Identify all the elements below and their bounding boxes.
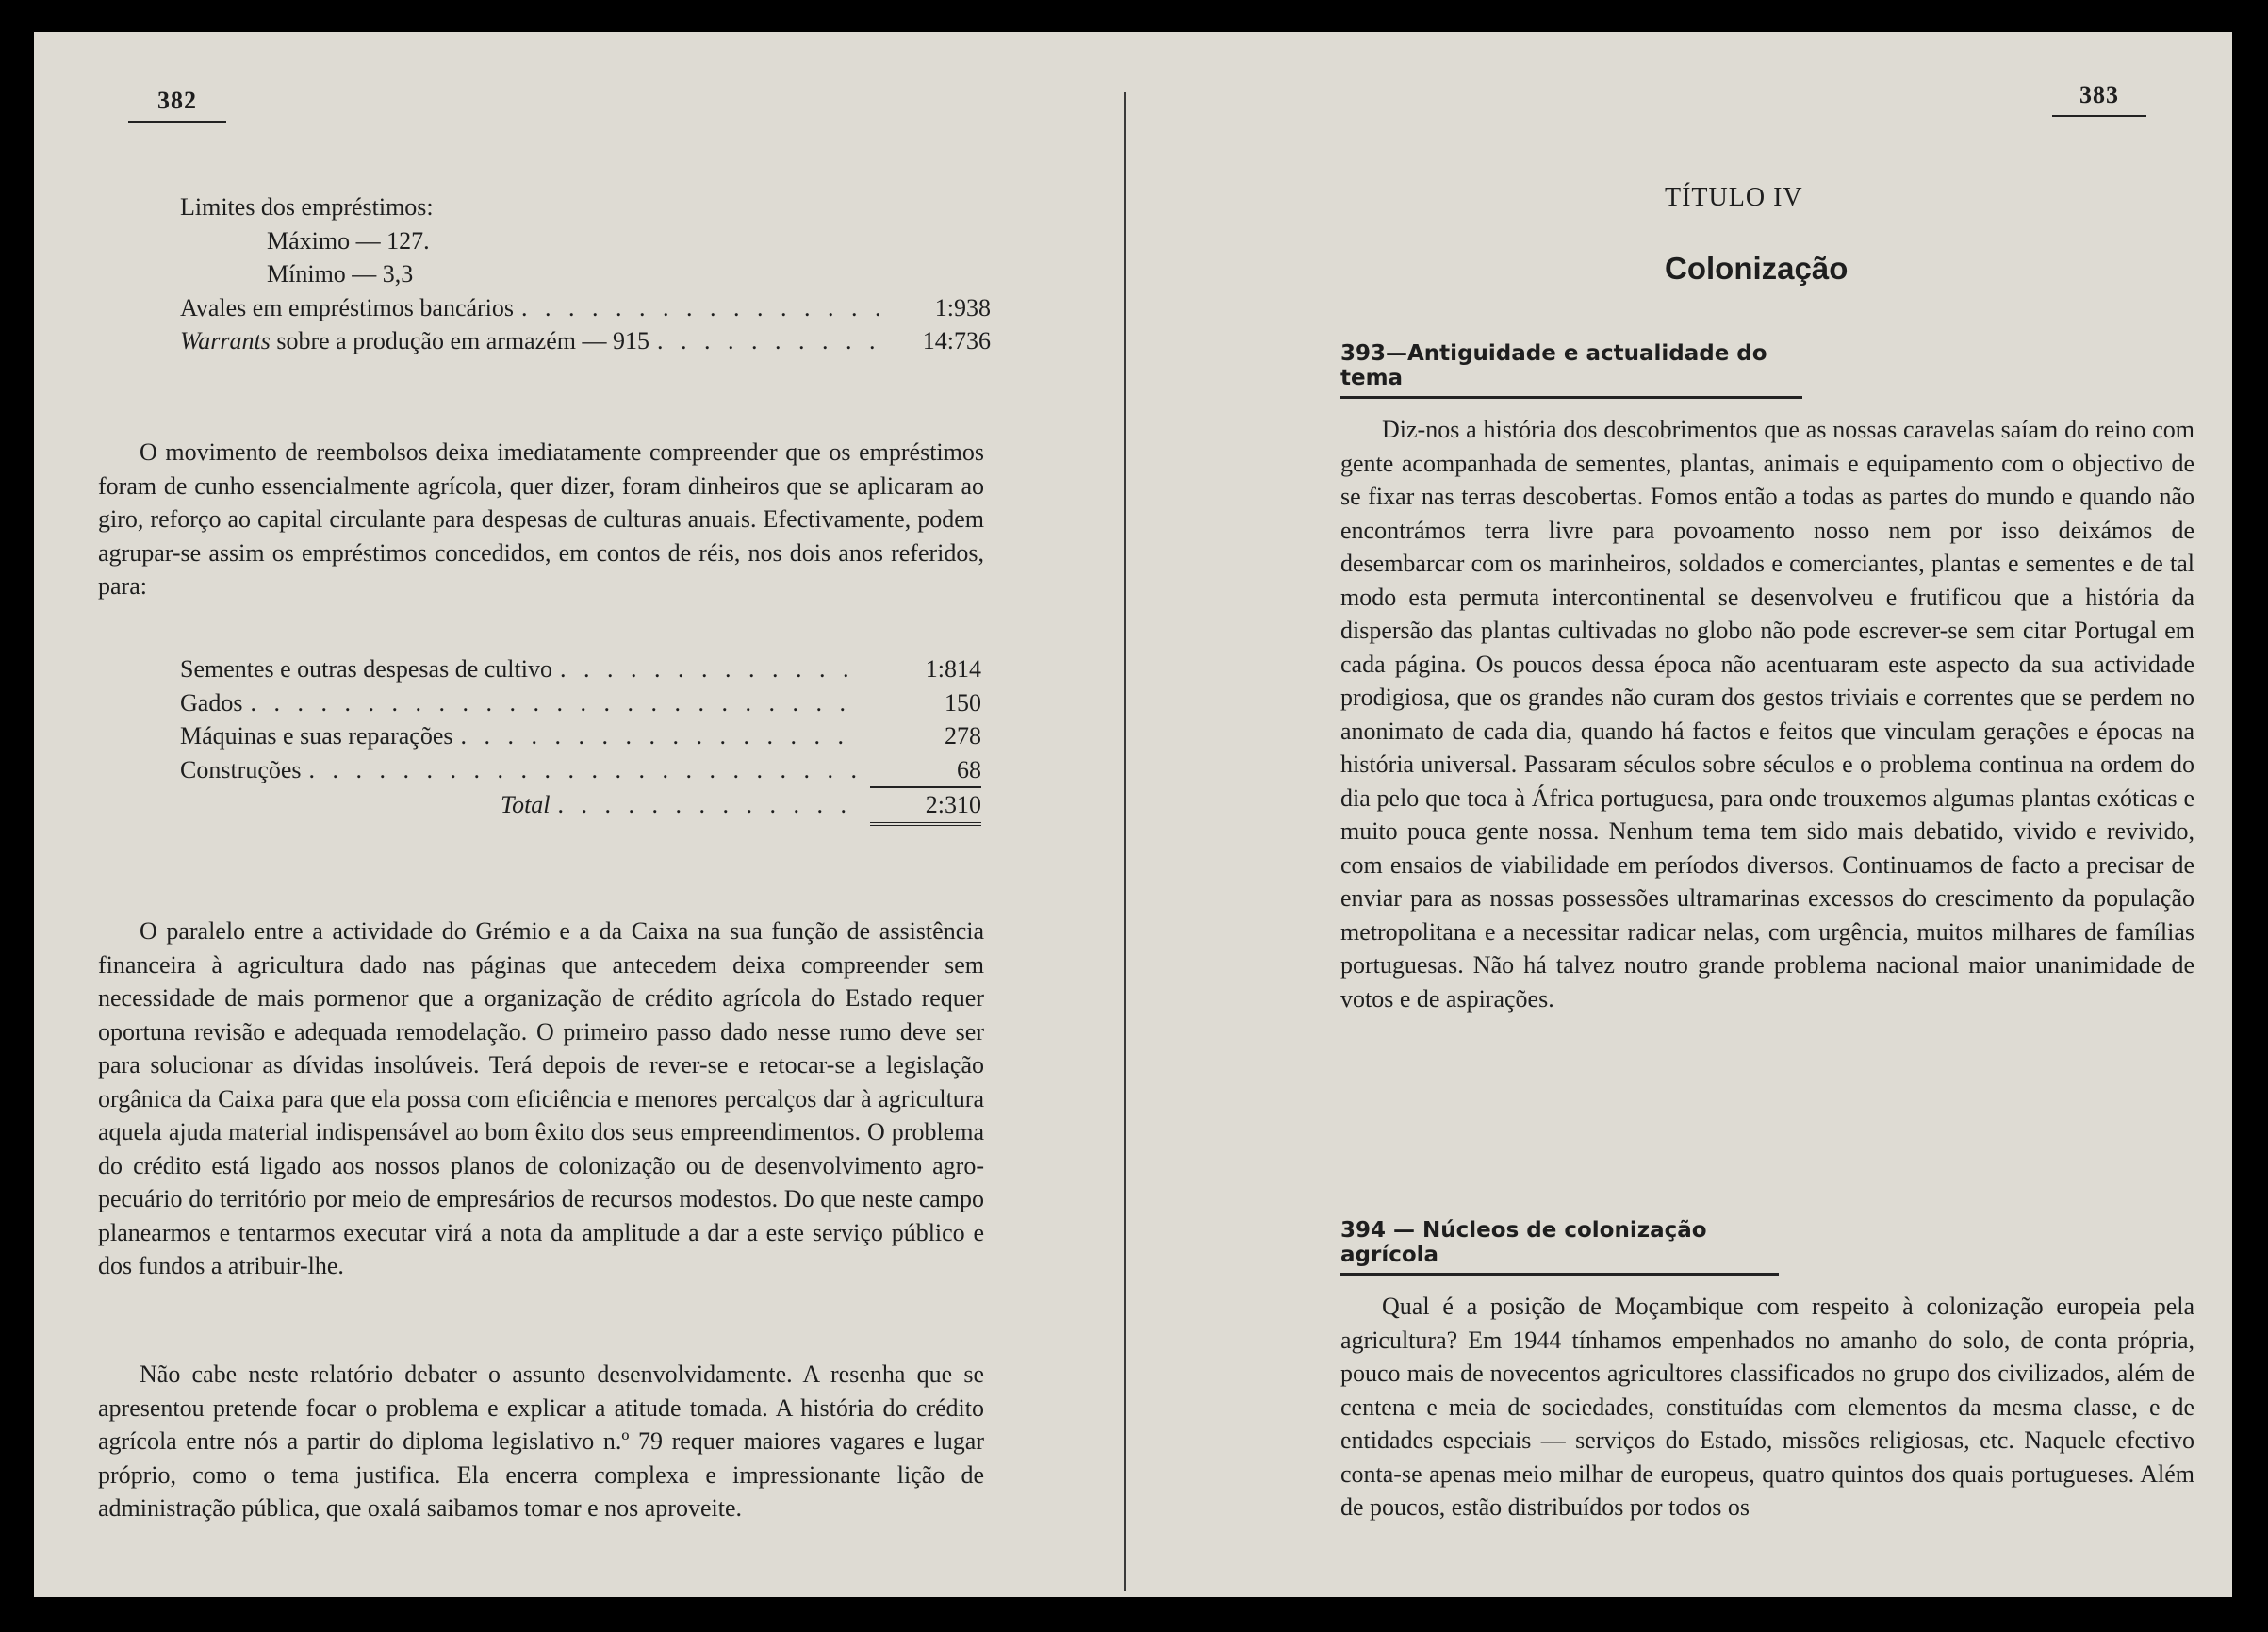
table-row [180,753,981,787]
warrants-row [180,324,991,358]
table-row [180,652,981,686]
chapter-title: Colonização [1665,251,1849,286]
table-total-row [180,786,981,826]
avales-label: Avales em empréstimos bancários [180,293,515,321]
table-row-value: 68 [957,755,981,783]
warrants-label-wrap [180,324,649,358]
loan-purpose-table [180,652,981,826]
loan-limits-block [180,190,991,358]
page-number-left: 382 [128,87,226,123]
limits-heading: Limites dos empréstimos: [180,193,434,221]
limits-minimum: Mínimo — 3,3 [267,260,414,288]
warrants-value: 14:736 [922,327,991,354]
book-spread [34,32,2232,1597]
table-row-label: Sementes e outras despesas de cultivo [180,655,552,683]
table-total-value: 2:310 [870,786,981,826]
limits-maximum: Máximo — 127. [267,226,430,255]
leader-dots [657,324,879,358]
table-row-label: Construções [180,755,302,783]
section-393-heading: 393—Antiguidade e actualidade do tema [1340,341,1802,399]
page-number-right: 383 [2052,81,2146,117]
leader-dots [309,753,863,787]
table-row [180,686,981,720]
avales-row [180,291,991,325]
table-row-value: 150 [945,688,981,717]
paragraph-credit-history: Não cabe neste relatório debater o assunto desenvolvidamente. A resenha que se apresentou pretende focar o problema e explicar a atitude tomada. A história do crédito agrícola entre nós a partir do diploma legislativo n.º 79 requer maiores vagares e lugar próprio, como o tema justifica. Ela encerra complexa e impressionante lição de administração pública, que oxalá saibamos tomar e nos aproveite. [98,1360,984,1522]
leader-dots [560,652,863,686]
section-393-text: Diz-nos a história dos descobrimentos que as nossas caravelas saíam do reino com gente acompanhada de sementes, plantas, animais e equipamento com o objectivo de se fixar nas terras descobertas. Fomos então a todas as partes do mundo e quando não encontrámos terra livre para povoamento nosso nem por isso deixámos de desembarcar com os marinheiros, soldados e comerciantes, plantas e sementes e de tal modo esta permuta intercontinental se desenvolveu e frutificou que a história da dispersão das plantas cultivadas no globo não pode escrever-se sem citar Portugal em cada página. Os poucos dessa época não acentuaram este aspecto da sua actividade prodigiosa, que os grandes não curam dos gestos triviais e correntes que se perdem no anonimato de cada dia, quando há factos e feitos que vinculam gerações e épocas na história universal. Passaram séculos sobre séculos e o problema continua na ordem do dia pelo que toca à África portuguesa, para onde trouxemos algumas plantas exóticas e muito pouca gente nossa. Nenhum tema tem sido mais debatido, vivido e revivido, com ensaios de viabilidade em períodos diversos. Continuamos de facto a precisar de enviar para as nossas possessões ultramarinas excessos do crescimento da população metropolitana e a necessitar radicar nelas, com urgência, muitos milhares de famílias portuguesas. Não há talvez noutro grande problema nacional maior unanimidade de votos e de aspirações. [1340,416,2194,1013]
leader-dots [461,719,863,753]
paragraph-credit-reform: O paralelo entre a actividade do Grémio e a da Caixa na sua função de assistência financeira à agricultura dado nas páginas que antecedem deixa compreender sem necessidade de mais pormenor que a organização de crédito agrícola do Estado requer oportuna revisão e adequada remodelação. O primeiro passo dado nesse rumo deve ser para solucionar as dívidas insolúveis. Terá depois de rever-se e retocar-se a legislação orgânica da Caixa para que ela possa com eficiência e menores percalços dar à agricultura aquela ajuda material indispensável ao bom êxito dos seus empreendimentos. O problema do crédito está ligado aos nossos planos de colonização ou de desenvolvimento agro-pecuário do território por meio de empresários de recursos modestos. Do que neste campo planearmos e tentarmos executar virá a nota da amplitude a dar a este serviço público e dos fundos a atribuir-lhe. [98,917,984,1279]
section-394-text: Qual é a posição de Moçambique com respeito à colonização europeia pela agricultura? Em 1944 tínhamos empenhados no amanho do solo, de conta própria, pouco mais de novecentos agricultores classificados no grupo dos civilizados, além de centena e meia de sociedades, constituídas com elementos da mesma classe, e de entidades especiais — serviços do Estado, missões religiosas, etc. Naquele efectivo conta-se apenas meio milhar de europeus, quatro quintos dos quais portugueses. Além de poucos, estão distribuídos por todos os [1340,1293,2194,1521]
warrants-label: sobre a produção em armazém — 915 [276,327,649,354]
title-number: TÍTULO IV [1665,183,1803,212]
leader-dots [250,686,863,720]
table-row-value: 278 [945,722,981,750]
warrants-term: Warrants [180,327,271,354]
leader-dots [558,788,863,822]
section-394-heading: 394 — Núcleos de colonização agrícola [1340,1218,1779,1276]
table-row-label: Máquinas e suas reparações [180,722,453,750]
avales-value: 1:938 [934,293,991,321]
table-total-label: Total [501,791,551,818]
leader-dots [521,291,879,325]
right-page [1137,32,2232,1597]
page-gutter-divider [1124,92,1126,1591]
left-page [34,32,1118,1597]
table-row-value: 1:814 [925,655,981,683]
table-row [180,719,981,753]
table-row-label: Gados [180,688,243,717]
paragraph-reimbursements: O movimento de reembolsos deixa imediatamente compreender que os empréstimos foram de cunho essencialmente agrícola, quer dizer, foram dinheiros que se aplicaram ao giro, reforço ao capital circulante para despesas de culturas anuais. Efectivamente, podem agrupar-se assim os empréstimos concedidos, em contos de réis, nos dois anos referidos, para: [98,438,984,600]
